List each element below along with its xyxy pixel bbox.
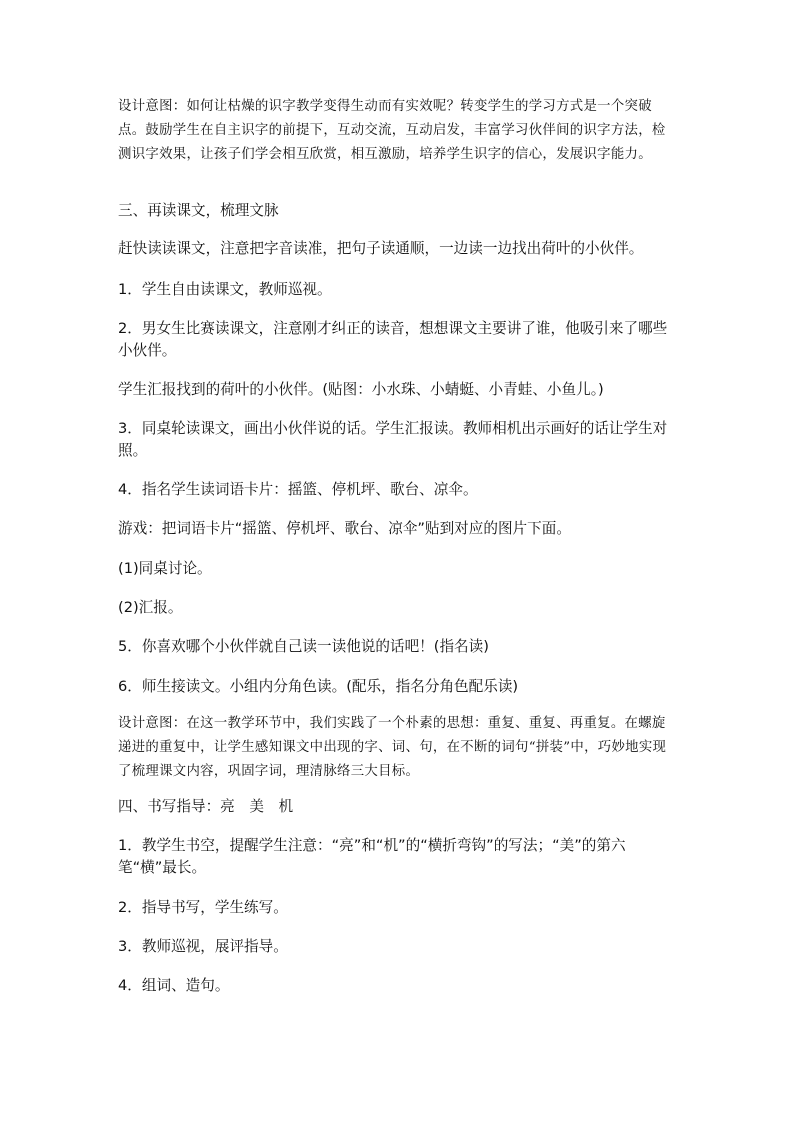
section-heading: 四、书写指导：亮 美 机 <box>118 798 294 815</box>
list-item: 5．你喜欢哪个小伙伴就自己读一读他说的话吧！(指名读) <box>118 638 489 655</box>
body-paragraph: 赶快读读课文，注意把字音读准，把句子读通顺，一边读一边找出荷叶的小伙伴。 <box>118 240 644 257</box>
body-paragraph: 游戏：把词语卡片“摇篮、停机坪、歌台、凉伞”贴到对应的图片下面。 <box>118 520 571 537</box>
list-item: 4．组词、造句。 <box>118 977 230 994</box>
list-item: 1．学生自由读课文，教师巡视。 <box>118 281 332 298</box>
body-paragraph: 学生汇报找到的荷叶的小伙伴。(贴图：小水珠、小蜻蜓、小青蛙、小鱼儿。) <box>118 381 604 398</box>
list-item: 2．指导书写，学生练写。 <box>118 899 288 916</box>
list-item: 4．指名学生读词语卡片：摇篮、停机坪、歌台、凉伞。 <box>118 481 478 498</box>
list-item: 1．教学生书空，提醒学生注意：“亮”和“机”的“横折弯钩”的写法；“美”的第六笔“横”最长。 <box>118 837 626 876</box>
list-item: 2．男女生比赛读课文，注意刚才纠正的读音，想想课文主要讲了谁，他吸引来了哪些小伙伴。 <box>118 320 668 359</box>
list-item: 6．师生接读文。小组内分角色读。(配乐，指名分角色配乐读) <box>118 678 519 695</box>
sub-list-item: (2)汇报。 <box>118 599 183 616</box>
design-intent-paragraph: 设计意图：在这一教学环节中，我们实践了一个朴素的思想：重复、重复、再重复。在螺旋递进的重复中，让学生感知课文中出现的字、词、句，在不断的词句“拼装”中，巧妙地实现了梳理课文内容，巩固字词，理清脉络三大目标。 <box>118 716 667 779</box>
list-item: 3．同桌轮读课文，画出小伙伴说的话。学生汇报读。教师相机出示画好的话让学生对照。 <box>118 420 668 459</box>
sub-list-item: (1)同桌讨论。 <box>118 560 212 577</box>
list-item: 3．教师巡视，展评指导。 <box>118 938 288 955</box>
section-heading: 三、再读课文，梳理文脉 <box>118 202 279 219</box>
design-intent-paragraph: 设计意图：如何让枯燥的识字教学变得生动而有实效呢？转变学生的学习方式是一个突破点。鼓励学生在自主识字的前提下，互动交流，互动启发，丰富学习伙伴间的识字方法，检测识字效果，让孩子们学会相互欣赏，相互激励，培养学生识字的信心，发展识字能力。 <box>118 99 666 162</box>
